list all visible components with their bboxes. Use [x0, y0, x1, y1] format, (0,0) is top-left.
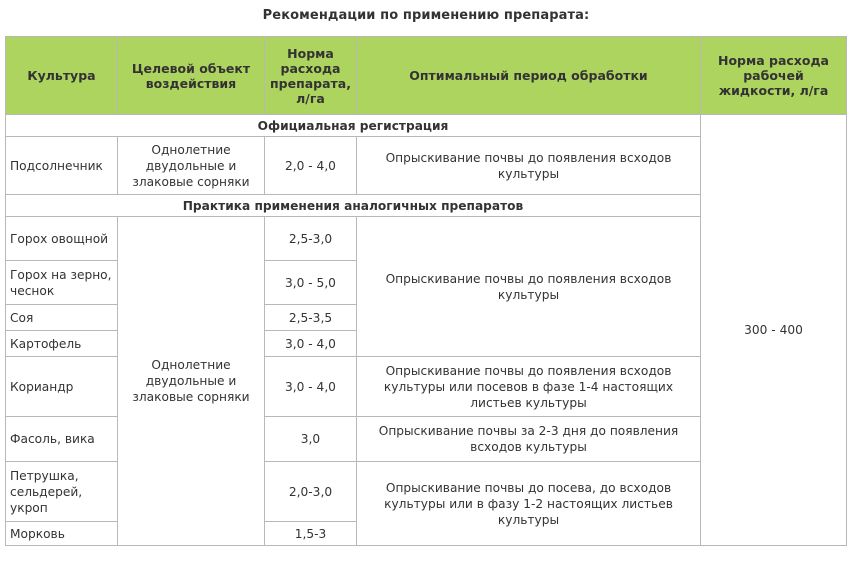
period-cell: Опрыскивание почвы до посева, до всходов культуры или в фазу 1-2 настоящих листьев культуры — [357, 462, 701, 546]
target-cell: Однолетние двудольные и злаковые сорняки — [118, 137, 265, 195]
culture-cell: Фасоль, вика — [6, 417, 118, 462]
header-culture: Культура — [6, 37, 118, 115]
rate-cell: 2,0-3,0 — [265, 462, 357, 522]
rate-cell: 3,0 - 4,0 — [265, 331, 357, 357]
target-cell: Однолетние двудольные и злаковые сорняки — [118, 217, 265, 546]
culture-cell: Картофель — [6, 331, 118, 357]
rate-cell: 3,0 — [265, 417, 357, 462]
culture-cell: Петрушка, сельдерей, укроп — [6, 462, 118, 522]
culture-cell: Морковь — [6, 522, 118, 546]
header-liquid: Норма расхода рабочей жидкости, л/га — [701, 37, 847, 115]
section-practice: Практика применения аналогичных препаратов — [6, 195, 701, 217]
period-cell: Опрыскивание почвы до появления всходов культуры — [357, 137, 701, 195]
rate-cell: 2,5-3,5 — [265, 305, 357, 331]
rate-cell: 2,0 - 4,0 — [265, 137, 357, 195]
table-header-row — [6, 37, 847, 115]
liquid-rate-cell: 300 - 400 — [701, 115, 847, 546]
header-period: Оптимальный период обработки — [357, 37, 701, 115]
period-cell: Опрыскивание почвы до появления всходов культуры или посевов в фазе 1-4 настоящих листьев культуры — [357, 357, 701, 417]
header-target: Целевой объект воздействия — [118, 37, 265, 115]
culture-cell: Кориандр — [6, 357, 118, 417]
culture-cell: Подсолнечник — [6, 137, 118, 195]
page-title: Рекомендации по применению препарата: — [262, 8, 590, 23]
culture-cell: Горох на зерно, чеснок — [6, 261, 118, 305]
section-official: Официальная регистрация — [6, 115, 701, 137]
rate-cell: 1,5-3 — [265, 522, 357, 546]
header-rate: Норма расхода препарата, л/га — [265, 37, 357, 115]
rate-cell: 3,0 - 5,0 — [265, 261, 357, 305]
recommendations-table — [5, 36, 847, 546]
rate-cell: 3,0 - 4,0 — [265, 357, 357, 417]
period-cell: Опрыскивание почвы до появления всходов культуры — [357, 217, 701, 357]
culture-cell: Соя — [6, 305, 118, 331]
section-row-official — [6, 115, 847, 137]
rate-cell: 2,5-3,0 — [265, 217, 357, 261]
culture-cell: Горох овощной — [6, 217, 118, 261]
period-cell: Опрыскивание почвы за 2-3 дня до появления всходов культуры — [357, 417, 701, 462]
